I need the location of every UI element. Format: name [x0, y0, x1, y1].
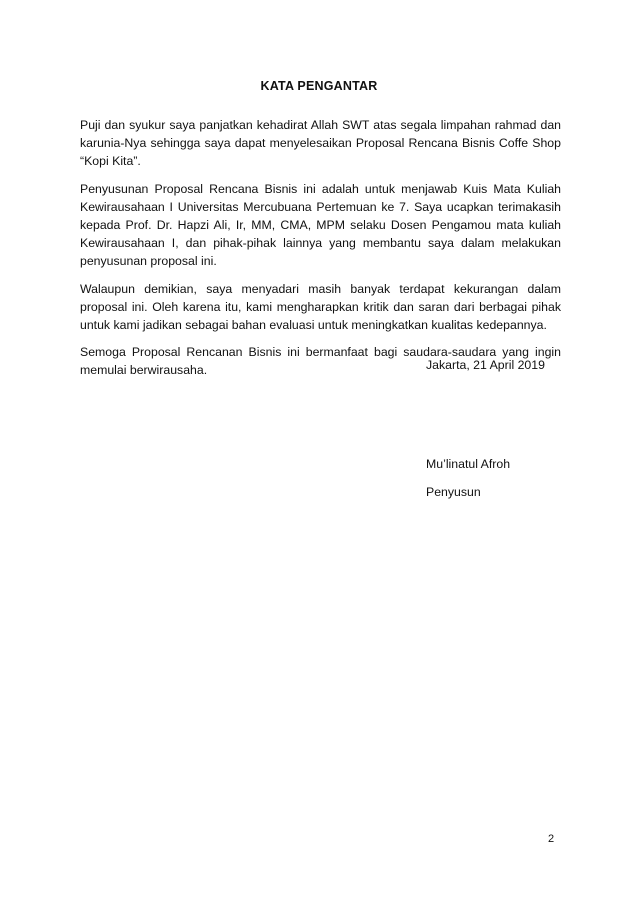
signer-name: Mu’linatul Afroh	[426, 457, 511, 471]
date-line: Jakarta, 21 April 2019	[426, 358, 545, 372]
paragraph-1: Puji dan syukur saya panjatkan kehadirat Allah SWT atas segala limpahan rahmad dan karunia-Nya sehingga saya dapat menyelesaikan Proposal Rencana Bisnis Coffe Shop “Kopi Kita”.	[80, 118, 561, 169]
page-title: KATA PENGANTAR	[260, 79, 378, 93]
body-text	[80, 116, 561, 389]
page-number: 2	[548, 833, 555, 845]
paragraph-2: Penyusunan Proposal Rencana Bisnis ini adalah untuk menjawab Kuis Mata Kuliah Kewirausahaan I Universitas Mercubuana Pertemuan ke 7. Saya ucapkan terimakasih kepada Prof. Dr. Hapzi Ali, Ir, MM, CMA, MPM selaku Dosen Pengamou mata kuliah Kewirausahaan I, dan pihak-pihak lainnya yang membantu saya dalam melakukan penyusunan proposal ini.	[80, 181, 561, 269]
paragraph-3: Walaupun demikian, saya menyadari masih banyak terdapat kekurangan dalam proposal ini. Oleh karena itu, kami mengharapkan kritik dan saran dari berbagai pihak untuk kami jadikan sebagai bahan evaluasi untuk meningkatkan kualitas kedepannya.	[80, 281, 561, 333]
signer-role: Penyusun	[426, 485, 481, 499]
paragraph-4: Semoga Proposal Rencanan Bisnis ini bermanfaat bagi saudara-saudara yang ingin memulai berwirausaha.	[80, 345, 561, 378]
